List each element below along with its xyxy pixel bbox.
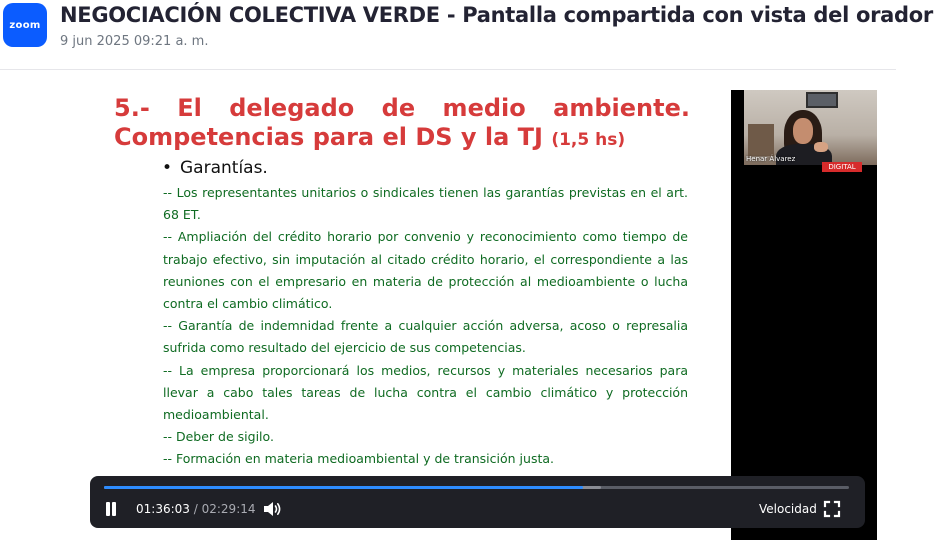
slide-paragraph: -- Formación en materia medioambiental y de transición justa.	[163, 451, 554, 467]
pause-button[interactable]	[102, 500, 120, 518]
slide-title	[114, 94, 690, 155]
progress-fill	[104, 486, 583, 489]
fullscreen-icon	[823, 500, 841, 518]
time-separator: /	[193, 502, 198, 516]
shared-slide	[92, 90, 732, 490]
slide-title-hours: (1,5 hs)	[551, 130, 626, 150]
recording-date: 9 jun 2025 09:21 a. m.	[60, 34, 209, 49]
recording-title: NEGOCIACIÓN COLECTIVA VERDE - Pantalla compartida con vista del orador	[60, 3, 933, 27]
speed-button[interactable]: Velocidad	[759, 502, 817, 516]
slide-title-line1: 5.- El delegado de medio ambiente.	[114, 94, 690, 122]
player-controls	[90, 476, 865, 528]
speaker-badge: DIGITAL	[822, 162, 862, 172]
speaker-name: Henar Álvarez	[746, 155, 796, 163]
slide-bullet	[162, 158, 268, 178]
progress-bar[interactable]	[104, 486, 849, 489]
slide-bullet-text: Garantías.	[180, 158, 268, 178]
header	[0, 0, 936, 70]
header-divider	[0, 69, 896, 70]
time-display	[136, 502, 256, 516]
slide-title-line2: Competencias para el DS y la TJ	[114, 123, 543, 151]
current-time: 01:36:03	[136, 502, 190, 516]
speaker-video	[744, 90, 877, 165]
volume-button[interactable]	[262, 500, 282, 518]
volume-icon	[262, 500, 282, 518]
fullscreen-button[interactable]	[823, 500, 841, 518]
slide-paragraph: -- Los representantes unitarios o sindicales tienen las garantías previstas en el art. 68 ET.	[163, 185, 688, 223]
bullet-dot-icon: •	[162, 158, 173, 178]
slide-paragraph: -- Deber de sigilo.	[163, 429, 274, 445]
total-time: 02:29:14	[201, 502, 256, 516]
slide-body	[163, 182, 688, 471]
slide-paragraph: -- La empresa proporcionará los medios, recursos y materiales necesarios para llevar a cabo tales tareas de lucha contra el cambio climático y protección medioambiental.	[163, 362, 688, 423]
zoom-logo: zoom	[3, 3, 47, 47]
slide-paragraph: -- Ampliación del crédito horario por convenio y reconocimiento como tiempo de trabajo efectivo, sin imputación al citado crédito horario, el correspondiente a las reuniones con el empresario en materia de protección al medioambiente o lucha contra el cambio climático.	[163, 229, 688, 312]
slide-paragraph: -- Garantía de indemnidad frente a cualquier acción adversa, acoso o represalia sufrida como resultado del ejercicio de sus competencias.	[163, 318, 688, 356]
